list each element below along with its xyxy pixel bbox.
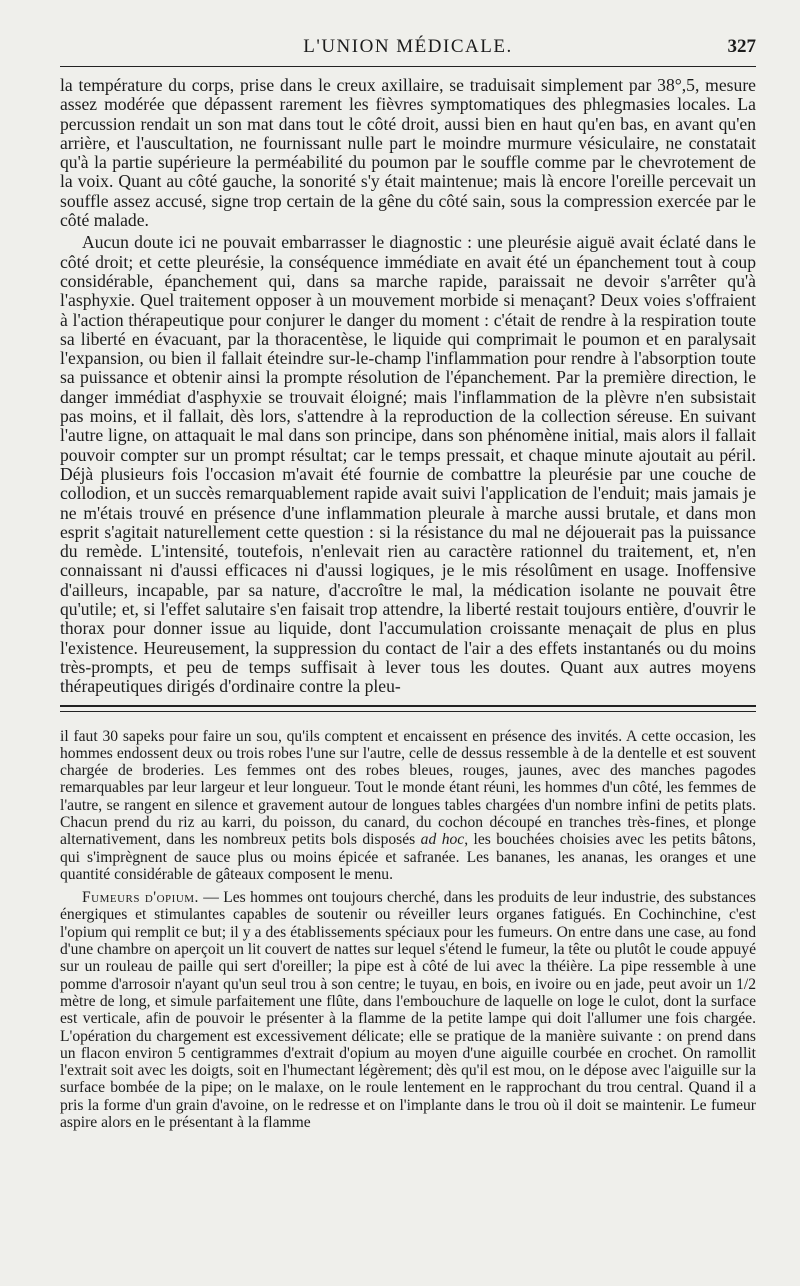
feuilleton-paragraph-1 <box>60 728 756 884</box>
ad-hoc-phrase: ad hoc <box>420 831 465 849</box>
main-paragraph-1: la température du corps, prise dans le creux axillaire, se traduisait simplement par 38°,5, mesure assez modérée que dépassent rarement les fièvres symptomatiques des phlegmasies locales. La percussion rendait un son mat dans tout le côté droit, aussi bien en haut qu'en bas, en avant qu'en arrière, et l'auscultation, ne fournissant nulle part le moindre murmure vésiculaire, ne constatait qu'à la partie supérieure la perméabilité du poumon par le souffle comme par le chevrotement de la voix. Quant au côté gauche, la sonorité s'y était maintenue; mais là encore l'oreille percevait un souffle assez accusé, signe trop certain de la gêne du côté sain, sous la compression exercée par le côté malade. <box>60 75 756 231</box>
feuilleton-paragraph-2 <box>60 889 756 1131</box>
feuilleton-paragraph-1-start: il faut 30 sapeks pour faire un sou, qu'ils comptent et encaissent en présence des invités. A cette occasion, les hommes endossent deux ou trois robes l'une sur l'autre, celle de dessus ressemble à de la dentelle et est souvent chargée de broderies. Les femmes ont des robes bleues, rouges, jaunes, avec des manches pagodes remarquables par leur largeur et leur longueur. Tout le monde étant réuni, les hommes d'un côté, les femmes de l'autre, se rangent en silence et gravement autour de longues tables chargées d'un nombre infini de petits plats. Chacun prend du riz au karri, du poisson, du canard, du cochon découpé en tranches très-fines, et plonge alternativement, dans les nombreux petits bols disposés <box>60 727 756 849</box>
feuilleton-text <box>60 728 756 1132</box>
feuilleton-divider <box>60 705 756 712</box>
page-number: 327 <box>727 36 756 57</box>
main-paragraph-2: Aucun doute ici ne pouvait embarrasser le diagnostic : une pleurésie aiguë avait éclaté dans le côté droit; et cette pleurésie, la conséquence immédiate en avait été un épanchement tout à coup considérable, épanchement qui, dans sa marche rapide, paraissait ne devoir s'arrêter qu'à l'asphyxie. Quel traitement opposer à un mouvement morbide si menaçant? Deux voies s'offraient à l'action thérapeutique pour conjurer le danger du moment : c'était de rendre à la respiration toute sa liberté en évacuant, par la thoracentèse, le liquide qui comprimait le poumon et en paralysait l'expansion, ou bien il fallait éteindre sur-le-champ l'inflammation pour rendre à l'absorption toute sa puissance et obtenir ainsi la prompte résolution de l'épanchement. Par la première direction, le danger immédiat d'asphyxie se trouvait éloigné; mais l'inflammation de la plèvre n'en subsistait pas moins, et il fallait, dès lors, s'attendre à la reproduction de la collection séreuse. En suivant l'autre ligne, on attaquait le mal dans son principe, dans son phénomène initial, mais alors il fallait pouvoir compter sur un prompt résultat; car le temps pressait, et chaque minute ajoutait au péril. Déjà plusieurs fois l'occasion m'avait été fournie de combattre la pleurésie par une couche de collodion, et un succès remarquablement rapide avait suivi l'application de l'enduit; mais jamais je ne m'étais trouvé en présence d'une inflammation pleurale à marche aussi brutale, et dans mon esprit s'agitait naturellement cette question : si la résistance du mal ne déjouerait pas la puissance du remède. L'intensité, toutefois, n'enlevait rien au caractère rationnel du traitement, et, n'en connaissant ni d'aussi efficaces ni d'aussi logiques, je le mis résolûment en usage. Inoffensive d'ailleurs, incapable, par sa nature, d'accroître le mal, la médication isolante ne pouvait être qu'utile; et, si l'effet salutaire s'en faisait trop attendre, la liberté restait toujours entière, d'ouvrir le thorax pour donner issue au liquide, dont l'accumulation croissante menaçait de plus en plus l'existence. Heureusement, la suppression du contact de l'air a des effets instantanés ou du moins très-prompts, et peu de temps suffisait à lever tous les doutes. Quant aux autres moyens thérapeutiques dirigés d'ordinaire contre la pleu- <box>60 232 756 697</box>
main-article-text <box>60 76 756 697</box>
journal-title: L'UNION MÉDICALE. <box>303 36 513 57</box>
feuilleton-paragraph-2-text: — Les hommes ont toujours cherché, dans les produits de leur industrie, des substances énergiques et stimulantes capables de soutenir ou réveiller leurs organes fatigués. En Cochinchine, c'est l'opium qui remplit ce but; il y a des établissements spéciaux pour les fumeurs. On entre dans une case, au fond d'une chambre on aperçoit un lit couvert de nattes sur lequel s'étend le fumeur, la tête ou plutôt le coude appuyé sur un rouleau de paille qui sert d'oreiller; la pipe est à côté de lui avec la théière. La pipe ressemble à une pomme d'arrosoir n'ayant qu'un seul trou à son centre; le tuyau, en bois, en ivoire ou en jade, peut avoir un 1/2 mètre de long, et simule parfaitement une flûte, dans l'embouchure de laquelle on loge le culot, dont la surface est verticale, afin de pouvoir le présenter à la flamme de la petite lampe qui doit l'allumer une fois chargée. L'opération du chargement est excessivement délicate; elle se pratique de la manière suivante : on prend dans un flacon environ 5 centigrammes d'extrait d'opium au moyen d'une aiguille courbée en crochet. On ramollit l'extrait soit avec les doigts, soit en l'humectant légèrement; dès qu'il est mou, on le dépose avec l'aiguille sur la surface bombée de la pipe; on le malaxe, on le roule lentement en le rapprochant du trou central. Quand il a pris la forme d'un grain d'avoine, on le redresse et on l'implante dans le trou où il doit se maintenir. Le fumeur aspire alors en le présentant à la flamme <box>60 889 757 1132</box>
feuilleton-paragraph-1-end: , les bouchées choisies avec les petits bâtons, qui s'imprègnent de sauce plus ou moins épicée et safranée. Les bananes, les ananas, les oranges et une quantité considérable de gâteaux composent le menu. <box>60 831 756 883</box>
running-header <box>60 0 756 60</box>
section-heading-opium: Fumeurs d'opium. <box>82 889 199 907</box>
header-rule <box>60 66 756 67</box>
